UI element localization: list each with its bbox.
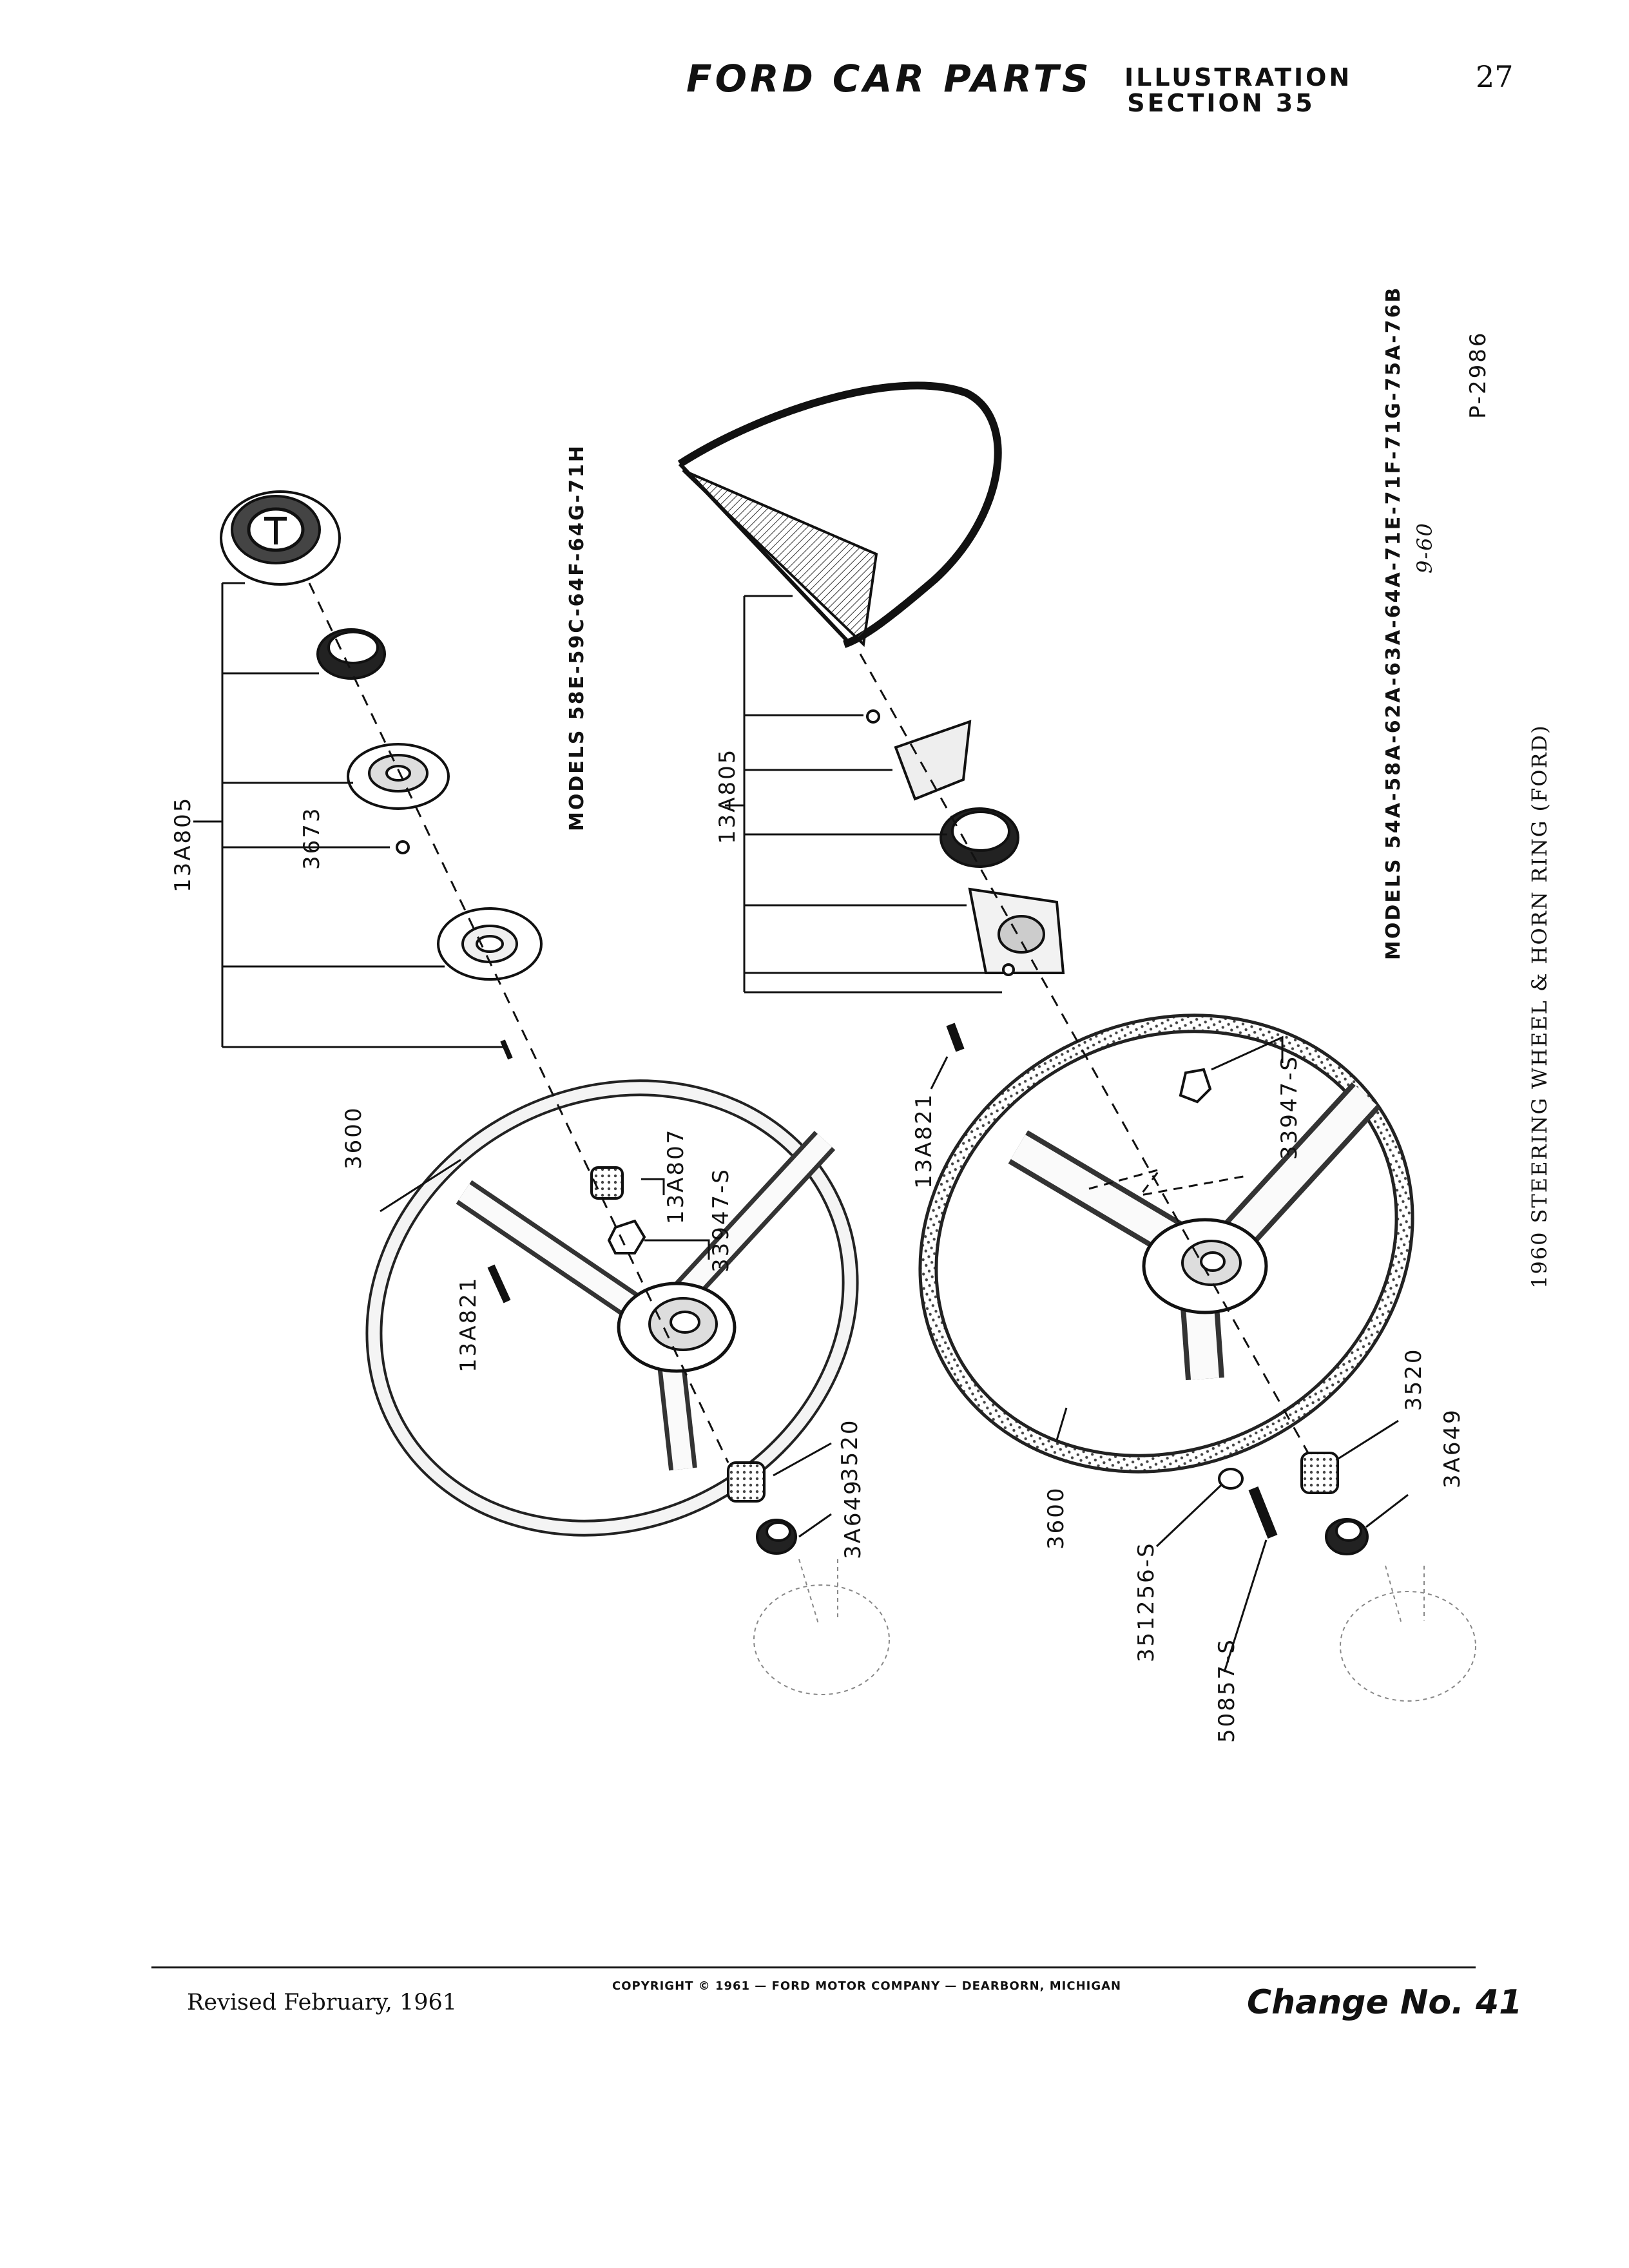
left-label-3A649: 3A649 xyxy=(840,1479,866,1559)
footer-rule xyxy=(151,1966,1476,1968)
right-nut xyxy=(1181,1070,1210,1102)
left-pin-part xyxy=(503,1041,510,1059)
left-spring-13A807 xyxy=(592,1168,622,1198)
left-label-13A805: 13A805 xyxy=(170,796,196,892)
left-label-3520: 3520 xyxy=(837,1418,863,1482)
left-bushing xyxy=(757,1520,796,1553)
left-contact-plate xyxy=(348,744,448,809)
left-screw-part xyxy=(397,841,409,853)
left-label-3600: 3600 xyxy=(341,1106,367,1169)
right-label-13A805: 13A805 xyxy=(715,747,740,844)
left-label-13A821: 13A821 xyxy=(456,1276,481,1372)
right-bracket xyxy=(744,596,1002,992)
left-horn-button-part xyxy=(221,492,340,584)
left-label-33947-S: 33947-S xyxy=(708,1167,734,1273)
right-label-33947-S: 33947-S xyxy=(1277,1054,1302,1160)
page-number: 27 xyxy=(1476,59,1514,94)
right-assembly xyxy=(680,385,1482,1701)
right-bolt xyxy=(1253,1488,1273,1537)
right-contact-plate xyxy=(896,722,970,799)
right-screw xyxy=(867,711,879,722)
left-spring-3520 xyxy=(728,1463,764,1501)
right-label-3600: 3600 xyxy=(1043,1486,1069,1550)
left-steering-column xyxy=(754,1559,889,1695)
left-label-3673: 3673 xyxy=(299,806,325,870)
right-spring-3520 xyxy=(1302,1453,1338,1493)
plate-number: P-2986 xyxy=(1465,331,1491,419)
diagram-caption: 1960 STEERING WHEEL & HORN RING (FORD) xyxy=(1527,724,1552,1289)
left-label-13A807: 13A807 xyxy=(663,1128,689,1224)
change-number: Change No. 41 xyxy=(1247,1983,1523,2022)
left-horn-pin xyxy=(491,1266,507,1302)
models-right-label: MODELS 54A-58A-62A-63A-64A-71E-71F-71G-75A-76B xyxy=(1382,285,1405,960)
right-steering-column xyxy=(1340,1566,1476,1701)
left-nut xyxy=(609,1221,644,1253)
right-label-13A821: 13A821 xyxy=(911,1092,937,1189)
section-line-1: ILLUSTRATION xyxy=(1124,63,1353,91)
copyright-notice: COPYRIGHT © 1961 — FORD MOTOR COMPANY — DEARBORN, MICHIGAN xyxy=(612,1979,1122,1993)
right-bushing xyxy=(1326,1519,1367,1554)
left-bearing-ring xyxy=(318,629,385,678)
models-left-label: MODELS 58E-59C-64F-64G-71H xyxy=(566,444,588,831)
date-code: 9-60 xyxy=(1412,522,1437,573)
left-assembly xyxy=(193,492,928,1695)
right-label-351256-S: 351256-S xyxy=(1133,1541,1159,1662)
right-horn-ring xyxy=(680,385,998,644)
right-steering-wheel xyxy=(851,941,1483,1546)
section-line-2: SECTION 35 xyxy=(1127,89,1315,117)
catalog-title: FORD CAR PARTS xyxy=(686,57,1092,101)
right-label-50857-S: 50857-S xyxy=(1214,1637,1240,1743)
right-label-3A649: 3A649 xyxy=(1440,1408,1465,1488)
left-steering-wheel xyxy=(296,1005,929,1611)
right-horn-pin xyxy=(950,1024,960,1050)
revised-date: Revised February, 1961 xyxy=(187,1990,458,2015)
right-washer xyxy=(1219,1469,1242,1488)
left-retainer xyxy=(438,908,541,979)
right-label-3520: 3520 xyxy=(1401,1347,1427,1411)
